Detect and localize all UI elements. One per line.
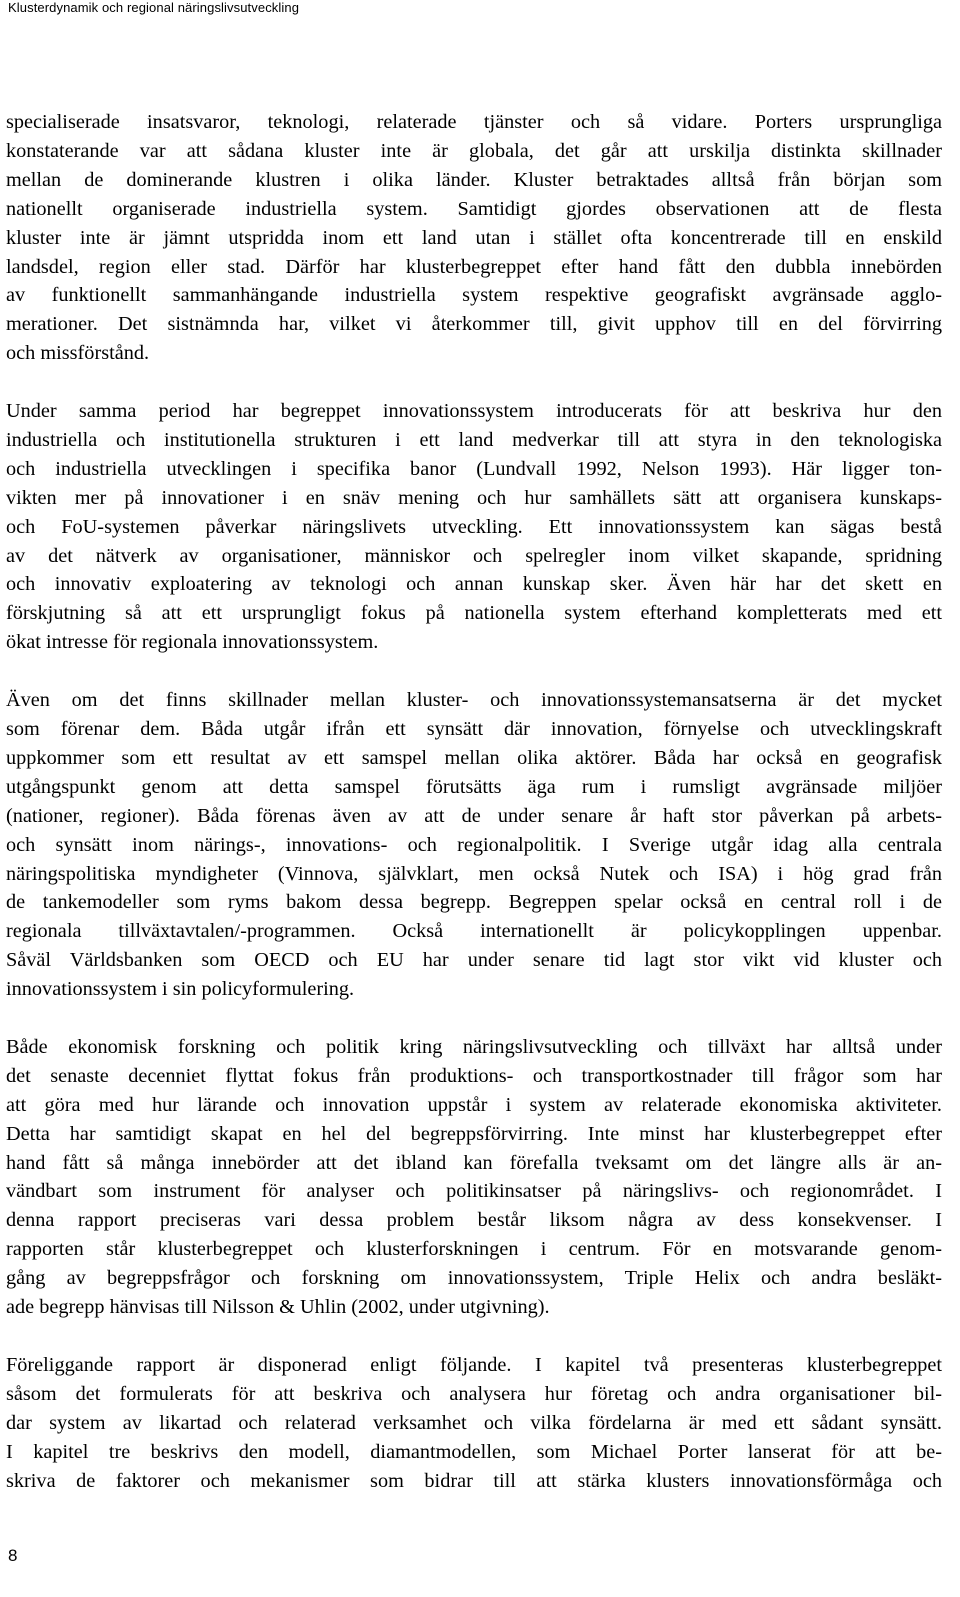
text-line: vändbart som instrument för analyser och politikinsatser på näringslivs- och regionområdet. I — [6, 1180, 942, 1203]
text-line: det senaste decenniet flyttat fokus från produktions- och transportkostnader till frågor som har — [6, 1064, 942, 1087]
text-line: kluster inte är jämnt utspridda inom ett land utan i stället ofta koncentrerade till en enskild — [6, 226, 942, 249]
text-line: och missförstånd. — [6, 342, 150, 365]
text-line: skriva de faktorer och mekanismer som bidrar till att stärka klusters innovationsförmåga och — [6, 1469, 942, 1492]
text-line: Föreliggande rapport är disponerad enligt följande. I kapitel två presenteras klusterbegreppet — [6, 1353, 942, 1376]
text-line: utgångspunkt genom att detta samspel förutsätts äga rum i rumsligt avgränsade miljöer — [6, 775, 942, 798]
paragraph-5 — [6, 1351, 942, 1496]
text-line: av det nätverk av organisationer, människor och spelregler inom vilket skapande, spridning — [6, 544, 942, 567]
text-line: och industriella utvecklingen i specifika banor (Lundvall 1992, Nelson 1993). Här ligger ton- — [6, 457, 942, 480]
text-line: regionala tillväxtavtalen/-programmen. Också internationellt är policykopplingen uppenbar. — [6, 920, 942, 943]
text-line: ökat intresse för regionala innovationssystem. — [6, 631, 379, 654]
text-line: Även om det finns skillnader mellan kluster- och innovationssystemansatserna är det mycket — [6, 689, 942, 712]
text-line: förskjutning så att ett ursprungligt fokus på nationella system efterhand kompletterats med ett — [6, 602, 942, 625]
text-line: vikten mer på innovationer i en snäv mening och hur samhällets sätt att organisera kunskaps- — [6, 486, 942, 509]
text-line: industriella och institutionella strukturen i ett land medverkar till att styra in den teknologiska — [6, 428, 942, 451]
text-line: mellan de dominerande klustren i olika länder. Kluster betraktades alltså från början som — [6, 168, 942, 191]
text-line: att göra med hur lärande och innovation uppstår i system av relaterade ekonomiska aktiviteter. — [6, 1093, 942, 1116]
text-line: (nationer, regioner). Båda förenas även av att de under senare år haft stor påverkan på arbets- — [6, 804, 942, 827]
paragraph-3 — [6, 686, 942, 1004]
running-header — [8, 0, 299, 16]
text-line: ade begrepp hänvisas till Nilsson & Uhlin (2002, under utgivning). — [6, 1296, 550, 1319]
text-line: innovationssystem i sin policyformulering. — [6, 978, 355, 1001]
paragraph-2 — [6, 397, 942, 657]
text-line: Både ekonomisk forskning och politik kring näringslivsutveckling och tillväxt har alltså under — [6, 1035, 942, 1058]
text-line: dar system av likartad och relaterad verksamhet och vilka fördelarna är med ett sådant synsätt. — [6, 1411, 942, 1434]
text-line: merationer. Det sistnämnda har, vilket vi återkommer till, givit upphov till en del förvirring — [6, 313, 942, 336]
text-line: landsdel, region eller stad. Därför har klusterbegreppet efter hand fått den dubbla innebörden — [6, 255, 942, 278]
text-line: I kapitel tre beskrivs den modell, diamantmodellen, som Michael Porter lanserat för att be- — [6, 1440, 942, 1463]
text-line: hand fått så många innebörder att det ibland kan förefalla tveksamt om det längre alls är an- — [6, 1151, 942, 1174]
text-line: av funktionellt sammanhängande industriella system respektive geografiskt avgränsade agglo- — [6, 284, 942, 307]
paragraph-4 — [6, 1033, 942, 1322]
text-line: som förenar dem. Båda utgår ifrån ett synsätt där innovation, förnyelse och utvecklingskraft — [6, 718, 942, 740]
text-line: konstaterande var att sådana kluster inte är globala, det går att urskilja distinkta skillnader — [6, 139, 942, 162]
page-number: 8 — [8, 1546, 18, 1565]
text-line: gång av begreppsfrågor och forskning om innovationssystem, Triple Helix och andra besläkt- — [6, 1267, 942, 1290]
text-line: de tankemodeller som ryms bakom dessa begrepp. Begreppen spelar också en central roll i de — [6, 891, 942, 914]
text-line: näringspolitiska myndigheter (Vinnova, självklart, men också Nutek och ISA) i hög grad från — [6, 862, 942, 885]
text-line: Under samma period har begreppet innovationssystem introducerats för att beskriva hur den — [6, 400, 942, 423]
text-line: Detta har samtidigt skapat en hel del begreppsförvirring. Inte minst har klusterbegreppet efter — [6, 1122, 942, 1145]
text-line: uppkommer som ett resultat av ett samspel mellan olika aktörer. Båda har också en geografisk — [6, 746, 942, 769]
text-line: nationellt organiserade industriella system. Samtidigt gjordes observationen att de flesta — [6, 197, 942, 220]
text-line: denna rapport preciseras vari dessa problem består liksom några av dess konsekvenser. I — [6, 1209, 942, 1232]
text-line: såsom det formulerats för att beskriva och analysera hur företag och andra organisationer bil- — [6, 1382, 942, 1405]
text-line: Såväl Världsbanken som OECD och EU har under senare tid lagt stor vikt vid kluster och — [6, 949, 942, 972]
text-line: och innovativ exploatering av teknologi och annan kunskap sker. Även här har det skett en — [6, 573, 942, 596]
text-line: och synsätt inom närings-, innovations- och regionalpolitik. I Sverige utgår idag alla centrala — [6, 833, 942, 856]
text-line: och FoU-systemen påverkar näringslivets utveckling. Ett innovationssystem kan sägas bestå — [6, 515, 942, 538]
body-text — [6, 108, 942, 1495]
text-line: rapporten står klusterbegreppet och klusterforskningen i centrum. För en motsvarande genom- — [6, 1238, 942, 1261]
paragraph-1 — [6, 108, 942, 368]
running-title: Klusterdynamik och regional näringslivsutveckling — [8, 0, 300, 15]
text-line: specialiserade insatsvaror, teknologi, relaterade tjänster och så vidare. Porters ursprungliga — [6, 111, 942, 133]
